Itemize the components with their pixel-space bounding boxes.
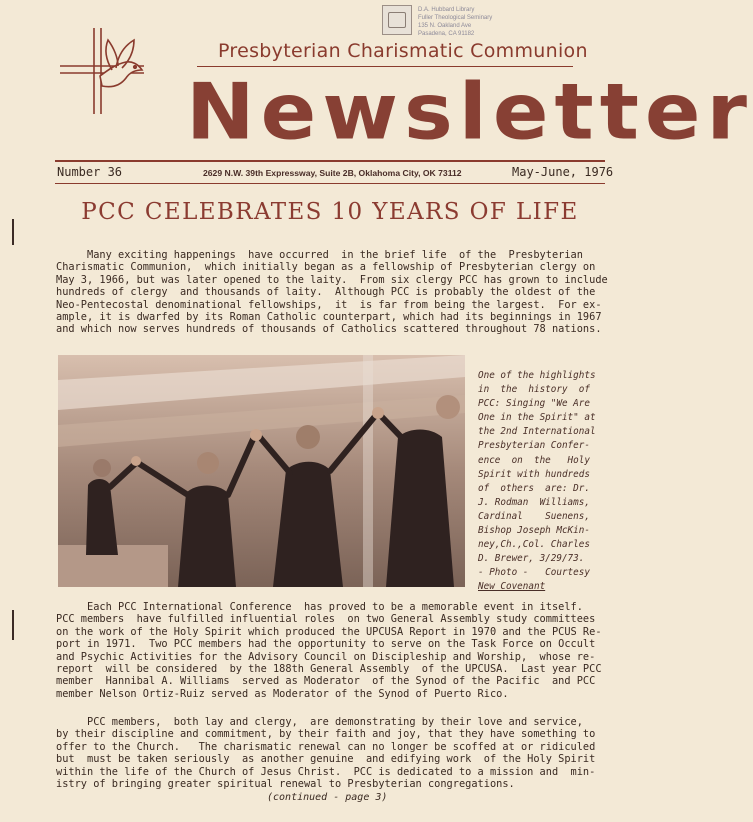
org-name: Presbyterian Charismatic Communion — [218, 40, 588, 62]
text-line: PCC members, both lay and clergy, are demonstrating by their love and service, — [56, 716, 583, 728]
text-line: hundreds of clergy and thousands of laity. Although PCC is probably the oldest of the — [56, 286, 596, 299]
caption-line: in the history of — [478, 384, 590, 396]
divider — [55, 183, 605, 184]
text-line: PCC members have fulfilled influential roles on two General Assembly study committees — [56, 613, 596, 626]
text-line: and Psychic Activities for the Advisory Council on Discipleship and Worship, whose re- — [56, 650, 596, 663]
text-line: Charismatic Communion, which initially began as a fellowship of Presbyterian clergy on — [56, 261, 596, 274]
stamp-line: D.A. Hubbard Library — [418, 7, 475, 13]
text-line: member Hannibal A. Williams served as Moderator of the Synod of the Pacific and PCC — [56, 675, 596, 688]
issue-date: May-June, 1976 — [512, 165, 614, 179]
caption-line: of others are: Dr. — [478, 482, 590, 494]
text-line: ample, it is dwarfed by its Roman Catholic counterpart, which had its beginnings in 1967 — [56, 311, 602, 324]
text-line: port in 1971. Two PCC members had the opportunity to serve on the Task Force on Occult — [56, 638, 596, 651]
masthead-title: Newsletter — [186, 67, 753, 158]
divider — [55, 160, 605, 162]
binding-mark — [12, 610, 14, 640]
text-line: report will be considered by the 188th General Assembly of the UPCUSA. Last year PCC — [56, 663, 602, 676]
continued-note: (continued - page 3) — [267, 792, 388, 803]
caption-line: the 2nd International — [478, 426, 596, 438]
caption-line: Bishop Joseph McKin- — [478, 525, 590, 537]
book-icon — [382, 5, 412, 35]
stamp-line: Fuller Theological Seminary — [418, 15, 493, 21]
paragraph-intro — [56, 249, 608, 336]
caption-line: - Photo - Courtesy — [478, 567, 590, 579]
text-line: on the work of the Holy Spirit which produced the UPCUSA Report in 1970 and the PCUS Re- — [56, 625, 602, 638]
caption-line: PCC: Singing "We Are — [478, 398, 590, 410]
caption-line: Presbyterian Confer- — [478, 440, 590, 452]
text-line: Many exciting happenings have occurred in the brief life of the Presbyterian — [56, 249, 583, 261]
text-line: Each PCC International Conference has proved to be a memorable event in itself. — [56, 601, 583, 613]
photo-caption — [478, 369, 606, 595]
dove-cross-logo — [56, 26, 148, 116]
caption-credit: New Covenant — [478, 581, 546, 593]
binding-mark — [12, 219, 14, 245]
conference-photo — [58, 355, 465, 587]
issue-number: Number 36 — [57, 165, 123, 179]
paragraph-members — [56, 716, 604, 790]
text-line: within the life of the Church of Jesus Christ. PCC is dedicated to a mission and min- — [56, 765, 596, 778]
caption-line: ence on the Holy — [478, 454, 590, 466]
text-line: May 3, 1966, but was later opened to the laity. From six clergy PCC has grown to include — [56, 273, 608, 286]
caption-line: One in the Spirit" at — [478, 412, 596, 424]
article-headline: PCC CELEBRATES 10 YEARS OF LIFE — [81, 199, 579, 225]
text-line: but must be taken seriously as another genuine and edifying work of the Holy Spirit — [56, 753, 596, 766]
stamp-line: 135 N. Oakland Ave — [418, 23, 472, 29]
text-line: member Nelson Ortiz-Ruiz served as Moderator of the Synod of Puerto Rico. — [56, 687, 509, 700]
mailing-address: 2629 N.W. 39th Expressway, Suite 2B, Oklahoma City, OK 73112 — [203, 168, 462, 178]
text-line: by their discipline and commitment, by their faith and joy, that they have something to — [56, 728, 596, 741]
library-stamp-text — [418, 6, 492, 38]
paragraph-conferences — [56, 601, 604, 700]
text-line: Neo-Pentecostal denominational fellowships, it is far from being the largest. For ex- — [56, 298, 602, 311]
text-line: offer to the Church. The charismatic renewal can no longer be scoffed at or ridiculed — [56, 740, 596, 753]
stamp-line: Pasadena, CA 91182 — [418, 31, 475, 37]
caption-line: Cardinal Suenens, — [478, 510, 590, 522]
caption-line: One of the highlights — [478, 370, 596, 381]
caption-line: J. Rodman Williams, — [478, 496, 590, 508]
caption-line: Spirit with hundreds — [478, 468, 590, 480]
caption-line: ney,Ch.,Col. Charles — [478, 539, 590, 551]
text-line: istry of bringing greater spiritual renewal to Presbyterian congregations. — [56, 778, 515, 791]
text-line: and which now serves hundreds of thousands of Catholics scattered throughout 78 nations. — [56, 323, 602, 336]
caption-line: D. Brewer, 3/29/73. — [478, 553, 585, 565]
